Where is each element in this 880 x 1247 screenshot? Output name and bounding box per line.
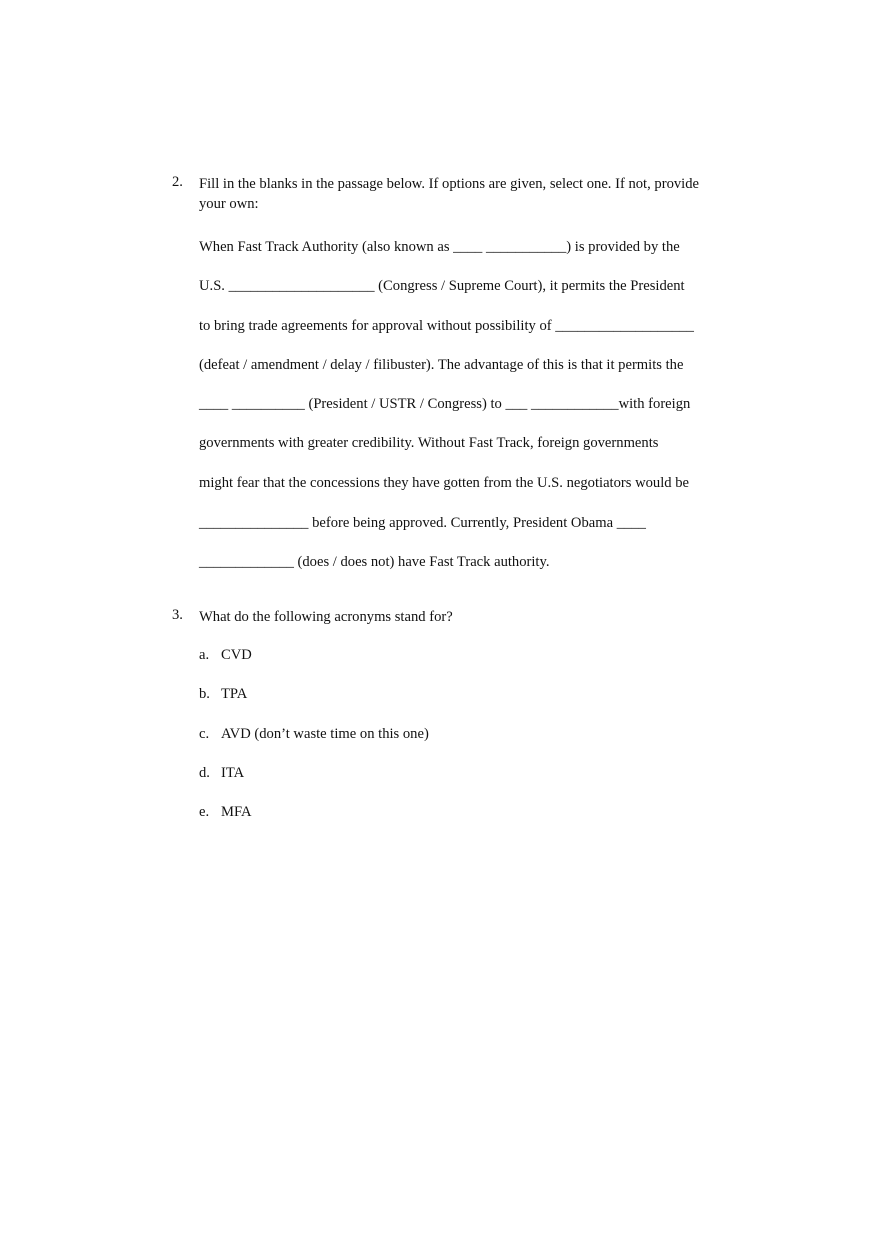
acronym-letter-a: a. [199, 647, 210, 663]
passage-line-6: governments with greater credibility. Without Fast Track, foreign governments [199, 435, 659, 451]
acronym-tpa: TPA [221, 686, 248, 702]
acronym-cvd: CVD [221, 647, 252, 663]
passage-line-4: (defeat / amendment / delay / filibuster). The advantage of this is that it permits the [199, 357, 684, 373]
acronym-avd: AVD (don’t waste time on this one) [221, 726, 429, 742]
question-3-number: 3. [172, 607, 183, 623]
passage-line-3: to bring trade agreements for approval without possibility of ___________________ [199, 318, 694, 334]
acronym-letter-e: e. [199, 804, 210, 820]
acronym-letter-d: d. [199, 765, 210, 781]
question-2-number: 2. [172, 174, 183, 190]
question-3-prompt: What do the following acronyms stand for? [199, 609, 453, 625]
acronym-letter-c: c. [199, 726, 210, 742]
acronym-letter-b: b. [199, 686, 210, 702]
passage-line-9: _____________ (does / does not) have Fast Track authority. [199, 554, 550, 570]
question-2-prompt: Fill in the blanks in the passage below. If options are given, select one. If not, provide your own: [199, 176, 699, 212]
passage-line-5: ____ __________ (President / USTR / Congress) to ___ ____________with foreign [199, 396, 691, 412]
passage-line-1: When Fast Track Authority (also known as ____ ___________) is provided by the [199, 239, 680, 255]
passage-line-8: _______________ before being approved. Currently, President Obama ____ [199, 515, 646, 531]
acronym-mfa: MFA [221, 804, 252, 820]
acronym-ita: ITA [221, 765, 245, 781]
passage-line-2: U.S. ____________________ (Congress / Supreme Court), it permits the President [199, 278, 685, 294]
passage-line-7: might fear that the concessions they have gotten from the U.S. negotiators would be [199, 475, 689, 491]
